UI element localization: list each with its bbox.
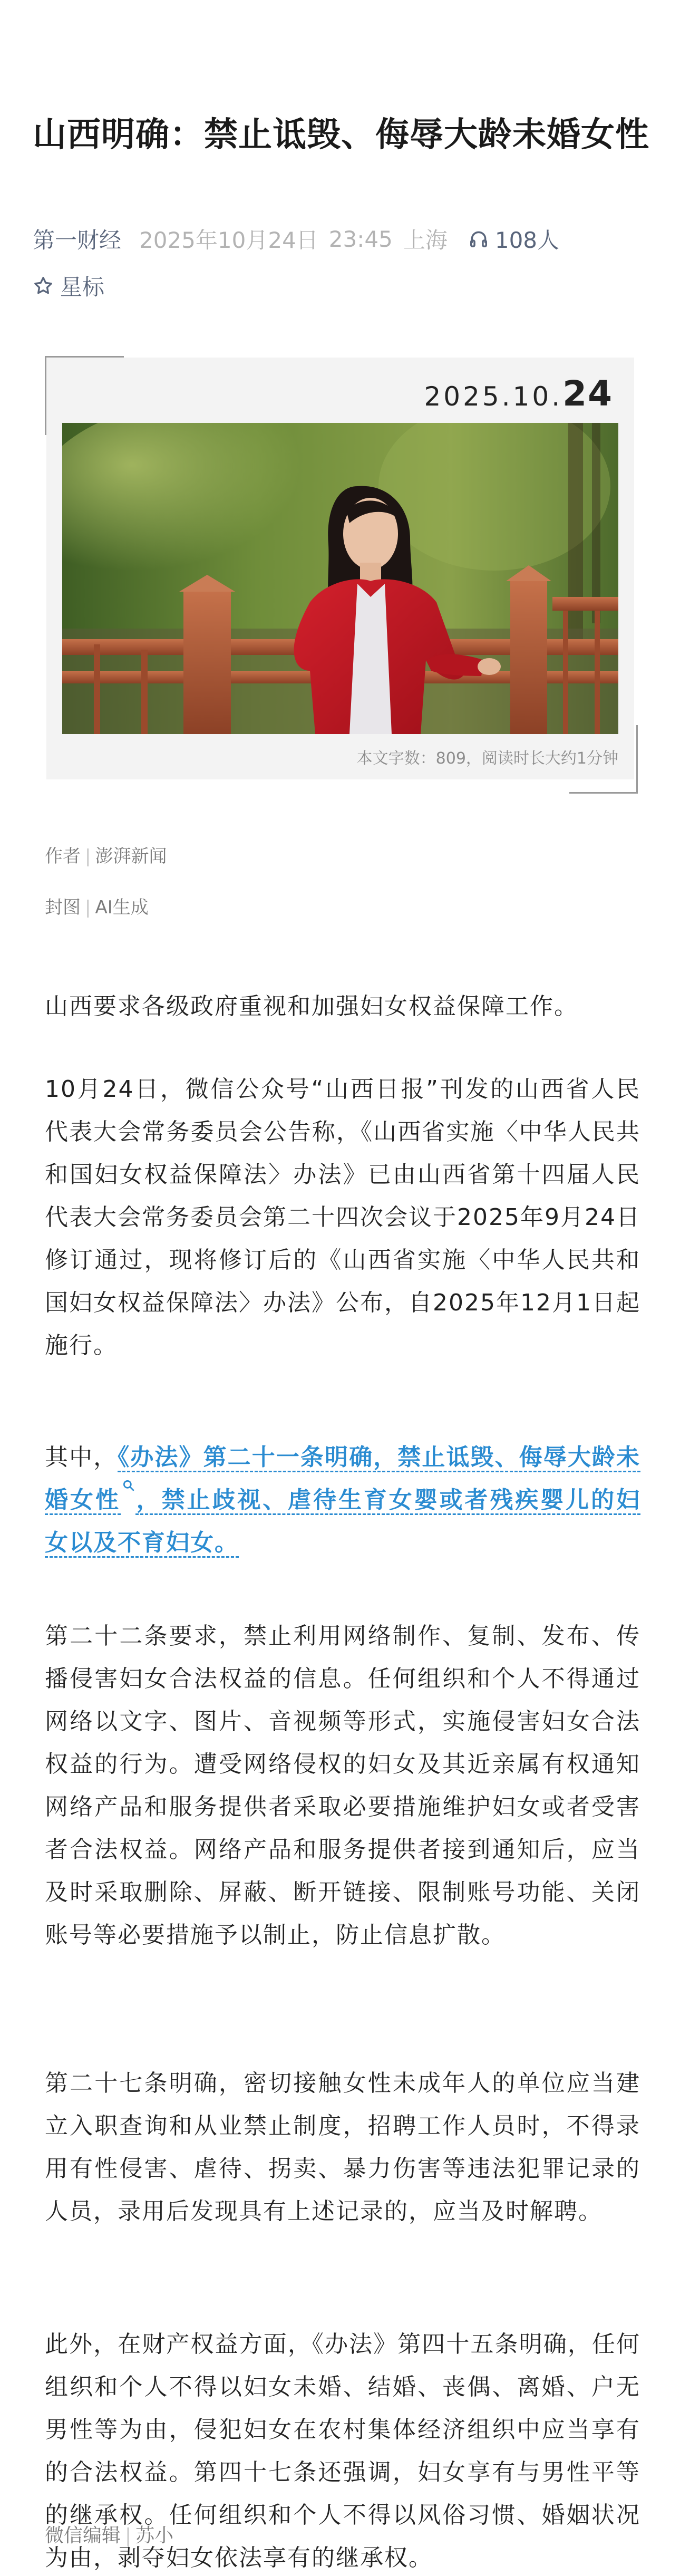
highlight-link-article-21[interactable]: 《办法》第二十一条明确，禁止诋毁、侮辱大龄未婚女性 <box>45 1444 640 1515</box>
publish-date: 2025年10月24日 <box>139 227 318 253</box>
cover-image[interactable] <box>62 423 618 734</box>
paragraph-property-rights: 此外，在财产权益方面，《办法》第四十五条明确，任何组织和个人不得以妇女未婚、结婚、丧偶、离婚、户无男性等为由，侵犯妇女在农村集体经济组织中应当享有的合法权益。第四十七条还强调，妇女享有与男性平等的继承权。任何组织和个人不得以风俗习惯、婚姻状况为由，剥夺妇女依法享有的继承权。 <box>45 2331 640 2571</box>
star-outline-icon <box>33 275 54 296</box>
headphones-icon <box>469 229 489 249</box>
publish-time: 23:45 <box>328 226 393 252</box>
cover-date: 2025.10.24 <box>424 373 613 414</box>
listen-button[interactable] <box>469 223 559 255</box>
word-count: 本文字数：809，阅读时长大约1分钟 <box>356 749 618 768</box>
publish-location: 上海 <box>403 227 448 253</box>
source-account-link[interactable]: 第一财经 <box>33 227 122 253</box>
search-icon[interactable] <box>122 1479 135 1492</box>
star-button[interactable] <box>33 271 104 301</box>
paragraph-article-27: 第二十七条明确，密切接触女性未成年人的单位应当建立入职查询和从业禁止制度，招聘工作人员时，不得录用有性侵害、虐待、拐卖、暴力伤害等违法犯罪记录的人员，录用后发现具有上述记录的，应当及时解聘。 <box>45 2070 640 2225</box>
cover-credit: 封图 | AI生成 <box>45 897 149 918</box>
article-title: 山西明确：禁止诋毁、侮辱大龄未婚女性 <box>33 115 649 155</box>
author-credit: 作者 | 澎湃新闻 <box>45 846 167 867</box>
star-label: 星标 <box>60 274 105 300</box>
cover-card <box>46 358 634 779</box>
editor-credit: 微信编辑 | 苏小 <box>45 2525 174 2546</box>
cover-frame-corner <box>569 725 638 794</box>
listen-count: 108人 <box>494 227 560 253</box>
paragraph-article-22: 第二十二条要求，禁止利用网络制作、复制、发布、传播侵害妇女合法权益的信息。任何组织和个人不得通过网络以文字、图片、音视频等形式，实施侵害妇女合法权益的行为。遭受网络侵权的妇女及其近亲属有权通知网络产品和服务提供者采取必要措施维护妇女或者受害者合法权益。网络产品和服务提供者接到通知后，应当及时采取删除、屏蔽、断开链接、限制账号功能、关闭账号等必要措施予以制止，防止信息扩散。 <box>45 1623 640 1948</box>
paragraph-article-21: 其中，《办法》第二十一条明确，禁止诋毁、侮辱大龄未婚女性 ，禁止歧视、虐待生育女婴或者残疾婴儿的妇女以及不育妇女。 <box>45 1436 640 1564</box>
paragraph-intro: 山西要求各级政府重视和加强妇女权益保障工作。 <box>45 993 578 1020</box>
paragraph-announcement: 10月24日，微信公众号“山西日报”刊发的山西省人民代表大会常务委员会公告称，《山西省实施〈中华人民共和国妇女权益保障法〉办法》已由山西省第十四届人民代表大会常务委员会第二十四次会议于2025年9月24日修订通过，现将修订后的《山西省实施〈中华人民共和国妇女权益保障法〉办法》公布，自2025年12月1日起施行。 <box>45 1076 640 1359</box>
article-meta <box>33 224 559 254</box>
highlight-link-discrimination[interactable]: ，禁止歧视、虐待生育女婴或者残疾婴儿的妇女以及不育妇女。 <box>45 1487 640 1558</box>
